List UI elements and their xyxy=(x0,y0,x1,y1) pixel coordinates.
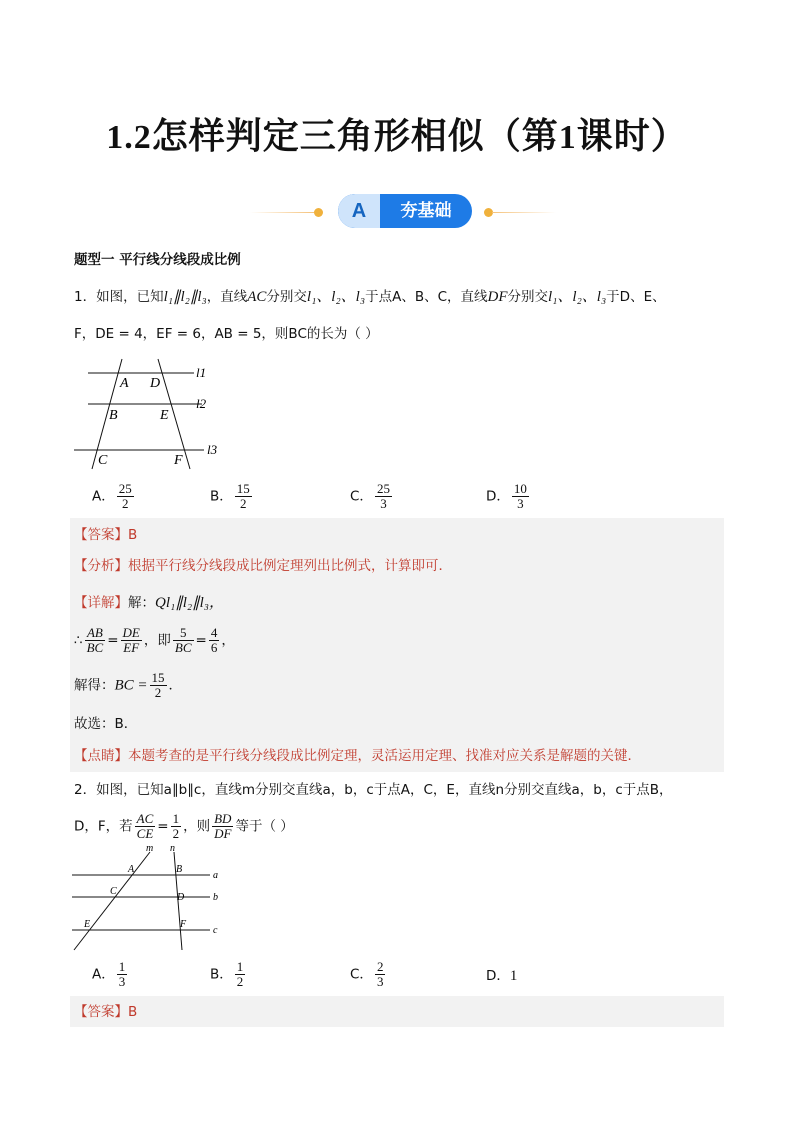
label-d-point: D xyxy=(177,892,185,903)
label-d: D xyxy=(150,376,161,391)
q2-option-c[interactable]: C． $\frac{2}{3}$ xyxy=(350,959,384,989)
badge-divider-right xyxy=(492,212,556,213)
q1-line2: F，DE = 4，EF = 6，AB = 5，则BC的长为（ ） xyxy=(74,326,379,342)
q1-option-d[interactable]: D． $\frac{10}{3}$ xyxy=(486,481,527,511)
label-l3: l3 xyxy=(207,442,218,457)
label-b-point: B xyxy=(176,864,183,875)
q1-analysis: 【分析】根据平行线分线段成比例定理列出比例式，计算即可． xyxy=(74,558,452,574)
label-l1: l1 xyxy=(196,365,207,380)
q1-solve: 解得：BC = $\frac{15}{2}$ ． xyxy=(74,670,183,700)
label-f: F xyxy=(174,453,183,468)
badge-divider-left xyxy=(250,212,314,213)
q2-option-b[interactable]: B． $\frac{1}{2}$ xyxy=(210,959,244,989)
q1-line1: 1．如图，已知l₁∥l₂∥l₃，直线AC分别交l₁、l₂、l₃于点A、B、C，直线DF分别交l₁、l₂、l₃于D、E、 xyxy=(74,289,666,305)
label-f-point: F xyxy=(180,919,187,930)
q1-choose: 故选：B． xyxy=(74,716,138,732)
label-a-point: A xyxy=(128,864,135,875)
q1-answer: 【答案】B xyxy=(74,527,138,543)
label-c-point: C xyxy=(110,886,117,897)
q1-point: 【点睛】本题考查的是平行线分线段成比例定理，灵活运用定理、找准对应关系是解题的关键． xyxy=(74,748,641,764)
badge-letter: A xyxy=(338,194,380,228)
q2-figure xyxy=(70,842,230,954)
badge-label: 夯基础 xyxy=(400,201,452,221)
label-e: E xyxy=(160,408,169,423)
q2-line2: D，F，若 $\frac{AC}{CE}$ = $\frac{1}{2}$ ，则 $\frac{BD}{DF}$ 等于（ ） xyxy=(74,811,294,841)
label-line-c: c xyxy=(213,925,218,936)
label-c: C xyxy=(98,453,108,468)
page-title: 1.2怎样判定三角形相似（第1课时） xyxy=(106,116,688,157)
section-heading: 题型一 平行线分线段成比例 xyxy=(74,252,241,268)
label-n: n xyxy=(170,843,175,854)
label-e-point: E xyxy=(84,919,91,930)
line-m xyxy=(74,852,150,950)
q1-detail: 【详解】解：Ql₁∥l₂∥l₃， xyxy=(74,595,224,611)
q2-line1: 2．如图，已知a∥b∥c，直线m分别交直线a，b，c于点A，C，E，直线n分别交直线a，b，c于点B， xyxy=(74,782,673,798)
q2-answer: 【答案】B xyxy=(74,1004,138,1020)
q1-option-a[interactable]: A． $\frac{25}{2}$ xyxy=(92,481,132,511)
label-m: m xyxy=(146,843,154,854)
label-a: A xyxy=(120,376,129,391)
label-line-a: a xyxy=(213,870,218,881)
q1-figure xyxy=(70,355,230,473)
q1-option-b[interactable]: B． $\frac{15}{2}$ xyxy=(210,481,250,511)
q1-step2: ∴ $\frac{AB}{BC}$ = $\frac{DE}{EF}$ ，即 $\frac{5}{BC}$ = $\frac{4}{6}$ ， xyxy=(74,625,235,655)
section-badge xyxy=(338,194,472,228)
badge-dot-left xyxy=(314,208,323,217)
q2-answer-block xyxy=(70,996,724,1027)
q2-option-d[interactable]: D．1 xyxy=(486,968,518,984)
label-b: B xyxy=(109,408,118,423)
label-line-b: b xyxy=(213,892,218,903)
q1-option-c[interactable]: C． $\frac{25}{3}$ xyxy=(350,481,390,511)
q2-option-a[interactable]: A． $\frac{1}{3}$ xyxy=(92,959,126,989)
label-l2: l2 xyxy=(196,396,207,411)
